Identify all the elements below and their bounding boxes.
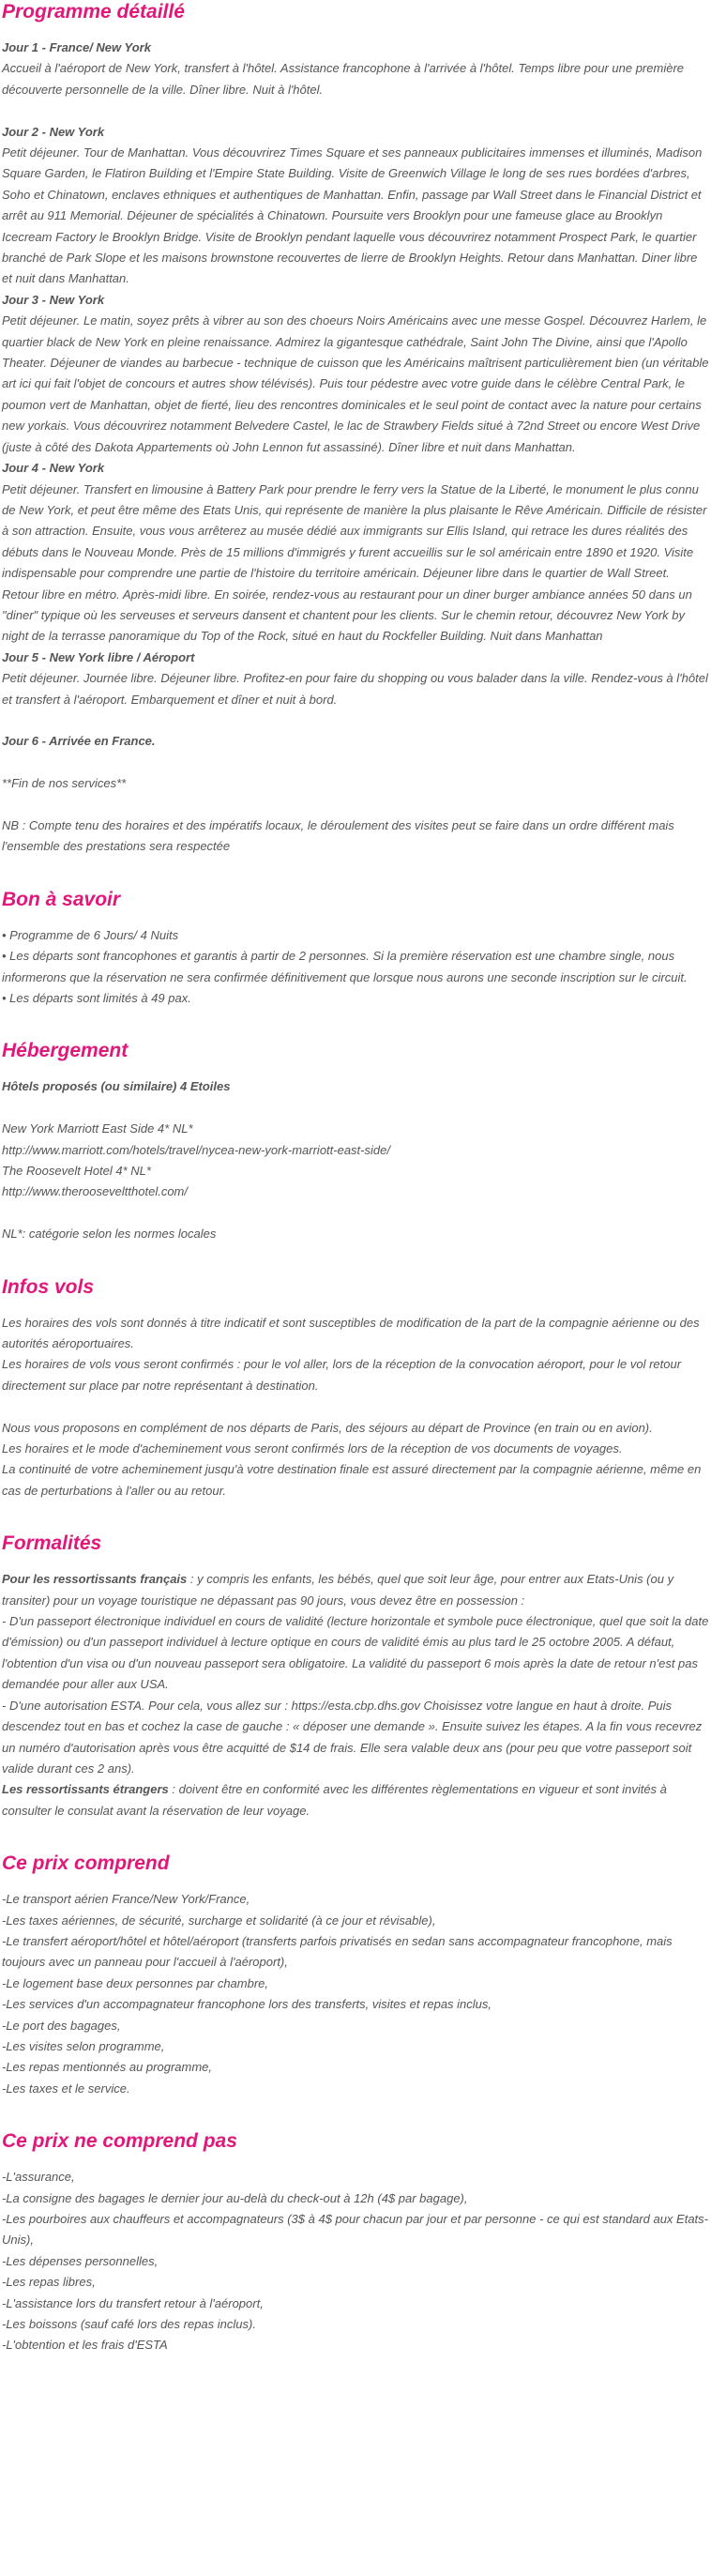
day-1-text: Accueil à l'aéroport de New York, transfert à l'hôtel. Assistance francophone à l'arrivée à l'hôtel. Temps libre pour une première découverte personnelle de la ville. Dîner libre. Nuit à l'hôtel.	[2, 61, 684, 97]
prix-comprend-section	[2, 1852, 709, 2099]
included-item: -Les taxes aériennes, de sécurité, surcharge et solidarité (à ce jour et révisable),	[2, 1913, 436, 1928]
day-6-title: Jour 6 - Arrivée en France.	[2, 734, 156, 749]
foreign-nationals-text: : doivent être en conformité avec les différentes règlementations en vigueur et sont invités à consulter le consulat avant la réservation de leur voyage.	[2, 1782, 667, 1818]
spacer	[2, 1396, 709, 1417]
excluded-item: -L'assistance lors du transfert retour à l'aéroport,	[2, 2295, 264, 2310]
excluded-item: -Les pourboires aux chauffeurs et accompagnateurs (3$ à 4$ pour chacun par jour et par personne - ce qui est standard aux Etats-Unis),	[2, 2212, 708, 2248]
prix-ne-comprend-title: Ce prix ne comprend pas	[2, 2130, 237, 2153]
spacer	[2, 710, 709, 731]
included-item: -Le logement base deux personnes par chambre,	[2, 1975, 269, 1990]
included-item: -Les services d'un accompagnateur francophone lors des transferts, visites et repas inclus,	[2, 1997, 492, 2012]
day-2-title: Jour 2 - New York	[2, 124, 105, 139]
included-item: -Les taxes et le service.	[2, 2081, 130, 2096]
included-item: -Le port des bagages,	[2, 2018, 121, 2033]
formalites-section	[2, 1532, 709, 1821]
french-nationals-text: : y compris les enfants, les bébés, quel que soit leur âge, pour entrer aux Etats-Unis (ou y transiter) pour un voyage touristique ne dépassant pas 90 jours, vous devez être en possession :	[2, 1572, 674, 1608]
day-4-title: Jour 4 - New York	[2, 461, 105, 476]
included-item: -Le transfert aéroport/hôtel et hôtel/aéroport (transferts parfois privatisés en sedan sans accompagnateur francophone, mais toujours avec un panneau pour l'accueil à l'aéroport),	[2, 1933, 673, 1970]
day-3-text: Petit déjeuner. Le matin, soyez prêts à vibrer au son des choeurs Noirs Américains avec une messe Gospel. Découvrez Harlem, le quartier black de New York en pleine renaissance. Admirez la gigantesque cathédrale, Saint John The Divine, ainsi que l'Apollo Theater. Déjeuner de viandes au barbecue - technique de cuisson que les Américains maîtrisent particulièrement bien (un véritable art ici qui fait l'objet de concours et autres show télévisés). Puis tour pédestre avec votre guide dans le célèbre Central Park, le poumon vert de Manhattan, objet de fierté, lieu des rencontres dominicales et le seul point de contact avec la nature pour certains new yorkais. Vous découvrirez notamment Belvedere Castel, le lac de Strawbery Fields situé à 72nd Street ou encore West Drive (juste à côté des Dakota Appartements où John Lennon fut assassiné). Dîner libre et nuit dans Manhattan.	[2, 313, 709, 454]
esta-requirement: - D'une autorisation ESTA. Pour cela, vous allez sur : https://esta.cbp.dhs.gov Choisissez votre langue en haut à droite. Puis descendez tout en bas et cochez la case de gauche : « déposer une demande ». Ensuite suivez les étapes. A la fin vous recevrez un numéro d'autorisation après vous être acquitté de $14 de frais. Elle sera valable deux ans (pour peu que votre passeport soit valide durant ces 2 ans).	[2, 1698, 703, 1776]
passport-requirement: - D'un passeport électronique individuel en cours de validité (lecture horizontale et symbole puce électronique, quel que soit la date d'émission) ou d'un passeport individuel à lecture optique en cours de validité émis au plus tard le 25 octobre 2005. A défaut, l'obtention d'un visa ou d'un nouveau passeport sera obligatoire. La validité du passeport 6 mois après la date de retour n'est pas demandée pour aller aux USA.	[2, 1614, 709, 1692]
day-5-title: Jour 5 - New York libre / Aéroport	[2, 649, 195, 664]
infos-vols-paragraph: Les horaires des vols sont donnés à titre indicatif et sont susceptibles de modification de la part de la compagnie aérienne ou des autorités aéroportuaires.	[2, 1315, 700, 1351]
prix-ne-comprend-section	[2, 2129, 709, 2356]
bon-a-savoir-item: • Programme de 6 Jours/ 4 Nuits	[2, 927, 179, 942]
hotels-subtitle: Hôtels proposés (ou similaire) 4 Etoiles	[2, 1079, 231, 1094]
infos-vols-title: Infos vols	[2, 1275, 95, 1298]
hebergement-section	[2, 1039, 709, 1244]
excluded-item: -Les repas libres,	[2, 2275, 96, 2290]
formalites-french-paragraph	[2, 1569, 709, 1611]
spacer	[2, 1203, 709, 1224]
nb-note: NB : Compte tenu des horaires et des impératifs locaux, le déroulement des visites peut se faire dans un ordre différent mais l'ensemble des prestations sera respectée	[2, 817, 674, 854]
excluded-item: -L'obtention et les frais d'ESTA	[2, 2338, 168, 2353]
infos-vols-paragraph: La continuité de votre acheminement jusqu'à votre destination finale est assuré directement par la compagnie aérienne, même en cas de perturbations à l'aller ou au retour.	[2, 1462, 702, 1498]
infos-vols-paragraph: Nous vous proposons en complément de nos départs de Paris, des séjours au départ de Province (en train ou en avion).	[2, 1420, 653, 1435]
programme-title: Programme détaillé	[2, 1, 185, 23]
infos-vols-section	[2, 1275, 709, 1502]
bon-a-savoir-item: • Les départs sont francophones et garantis à partir de 2 personnes. Si la première réservation est une chambre single, nous informerons que la réservation ne sera confirmée définitivement que lorsque nous aurons une seconde inscription sur le circuit.	[2, 949, 688, 984]
hotel-1-name: New York Marriott East Side 4* NL*	[2, 1121, 193, 1136]
excluded-item: -Les boissons (sauf café lors des repas inclus).	[2, 2317, 256, 2332]
end-services-text: **Fin de nos services**	[2, 776, 127, 791]
bon-a-savoir-section	[2, 888, 709, 1010]
formalites-title: Formalités	[2, 1532, 102, 1555]
infos-vols-paragraph: Les horaires de vols vous seront confirmés : pour le vol aller, lors de la réception de la convocation aéroport, pour le vol retour directement sur place par notre représentant à destination.	[2, 1357, 682, 1393]
spacer	[2, 100, 709, 121]
day-1-title: Jour 1 - France/ New York	[2, 40, 151, 54]
excluded-item: -La consigne des bagages le dernier jour au-delà du check-out à 12h (4$ par bagage),	[2, 2190, 468, 2205]
hotel-2-name: The Roosevelt Hotel 4* NL*	[2, 1164, 151, 1179]
day-2-text: Petit déjeuner. Tour de Manhattan. Vous découvrirez Times Square et ses panneaux publicitaires immenses et illuminés, Madison Square Garden, le Flatiron Building et l'Empire State Building. Visite de Greenwich Village le long de ses rues bordées d'arbres, Soho et Chinatown, enclaves ethniques et authentiques de Manhattan. Enfin, passage par Wall Street dans le Financial District et arrêt au 911 Memorial. Déjeuner de spécialités à Chinatown. Poursuite vers Brooklyn pour une fameuse glace au Brooklyn Icecream Factory le Brooklyn Bridge. Visite de Brooklyn pendant laquelle vous découvrirez notamment Prospect Park, le quartier branché de Park Slope et les maisons brownstone recouvertes de lierre de Brooklyn Heights. Retour dans Manhattan. Diner libre et nuit dans Manhattan.	[2, 145, 703, 286]
day-4-text: Petit déjeuner. Transfert en limousine à Battery Park pour prendre le ferry vers la Statue de la Liberté, le monument le plus connu de New York, et peut être même des Etats Unis, qui représente de manière la plus plaisante le Rêve Américain. Difficile de résister à son attraction. Ensuite, vous vous arrêterez au musée dédié aux immigrants sur Ellis Island, qui retrace les dures réalités des débuts dans le Nouveau Monde. Près de 15 millions d'immigrés y furent accueillis sur le sol américain entre 1890 et 1920. Visite indispensable pour comprendre une partie de l'histoire du territoire américain. Déjeuner libre dans le quartier de Wall Street. Retour libre en métro. Après-midi libre. En soirée, rendez-vous au restaurant pour un diner burger ambiance années 50 dans un "diner" typique où les serveuses et serveurs dansent et chantent pour les clients. Sur le chemin retour, découvrez New York by night de la terrasse panoramique du Top of the Rock, situé en haut du Rockfeller Building. Nuit dans Manhattan	[2, 481, 707, 644]
french-nationals-label: Pour les ressortissants français	[2, 1572, 188, 1587]
included-item: -Le transport aérien France/New York/France,	[2, 1892, 250, 1907]
prix-comprend-title: Ce prix comprend	[2, 1852, 170, 1875]
infos-vols-paragraph: Les horaires et le mode d'acheminement vous seront confirmés lors de la réception de vos documents de voyages.	[2, 1441, 623, 1456]
category-note: NL*: catégorie selon les normes locales	[2, 1227, 217, 1242]
spacer	[2, 1098, 709, 1119]
hotel-1-link[interactable]: http://www.marriott.com/hotels/travel/nycea-new-york-marriott-east-side/	[2, 1142, 390, 1157]
programme-section	[2, 0, 709, 858]
formalites-foreign-paragraph	[2, 1779, 709, 1821]
bon-a-savoir-title: Bon à savoir	[2, 888, 121, 910]
day-5-text: Petit déjeuner. Journée libre. Déjeuner libre. Profitez-en pour faire du shopping ou vous balader dans la ville. Rendez-vous à l'hôtel et transfert à l'aéroport. Embarquement et dîner et nuit à bord.	[2, 671, 708, 707]
included-item: -Les repas mentionnés au programme,	[2, 2060, 213, 2075]
excluded-item: -Les dépenses personnelles,	[2, 2253, 159, 2268]
bon-a-savoir-item: • Les départs sont limités à 49 pax.	[2, 991, 191, 1005]
included-item: -Les visites selon programme,	[2, 2038, 165, 2053]
foreign-nationals-label: Les ressortissants étrangers	[2, 1782, 169, 1797]
hebergement-title: Hébergement	[2, 1040, 129, 1062]
spacer	[2, 753, 709, 773]
hotel-2-link[interactable]: http://www.therooseveltthotel.com/	[2, 1184, 188, 1199]
excluded-item: -L'assurance,	[2, 2170, 75, 2185]
day-3-title: Jour 3 - New York	[2, 292, 105, 307]
spacer	[2, 795, 709, 815]
